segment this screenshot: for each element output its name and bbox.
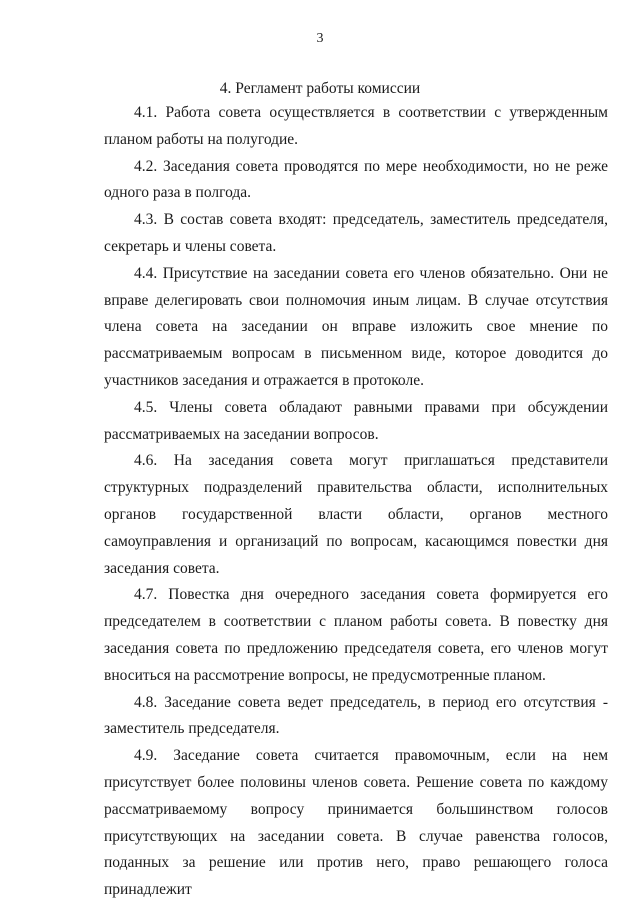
paragraph-5: 4.5. Члены совета обладают равными правами при обсуждении рассматриваемых на заседании вопросов. xyxy=(104,398,608,443)
paragraph-3: 4.3. В состав совета входят: председатель, заместитель председателя, секретарь и члены совета. xyxy=(104,211,608,255)
paragraph-2: 4.2. Заседания совета проводятся по мере необходимости, но не реже одного раза в полгода. xyxy=(104,157,608,202)
paragraph-6: 4.6. На заседания совета могут приглашаться представители структурных подразделений правительства области, исполнительных органов государственной власти области, органов местного самоуправления и организаций по вопросам, касающимся повестки дня заседания совета. xyxy=(104,452,608,577)
paragraph-1: 4.1. Работа совета осуществляется в соответствии с утвержденным планом работы на полугодие. xyxy=(104,104,608,148)
paragraph-4: 4.4. Присутствие на заседании совета его членов обязательно. Они не вправе делегировать свои полномочия иным лицам. В случае отсутствия члена совета на заседании он вправе изложить свое мнение по рассматриваемым вопросам в письменном виде, которое доводится до участников заседания и отражается в протоколе. xyxy=(104,264,608,389)
paragraph-9: 4.9. Заседание совета считается правомочным, если на нем присутствует более половины членов совета. Решение совета по каждому рассматриваемому вопросу принимается большинством голосов присутствующих на заседании совета. В случае равенства голосов, поданных за решение или против него, право решающего голоса принадлежит xyxy=(104,747,608,899)
page-number: 3 xyxy=(316,31,324,46)
paragraph-8: 4.8. Заседание совета ведет председатель, в период его отсутствия - заместитель председателя. xyxy=(104,693,608,738)
body-text xyxy=(104,100,608,904)
paragraph-7: 4.7. Повестка дня очередного заседания совета формируется его председателем в соответствии с планом работы совета. В повестку дня заседания совета по предложению председателя совета, его членов могут вноситься на рассмотрение вопросы, не предусмотренные планом. xyxy=(104,586,608,684)
section-title: 4. Регламент работы комиссии xyxy=(219,80,421,97)
